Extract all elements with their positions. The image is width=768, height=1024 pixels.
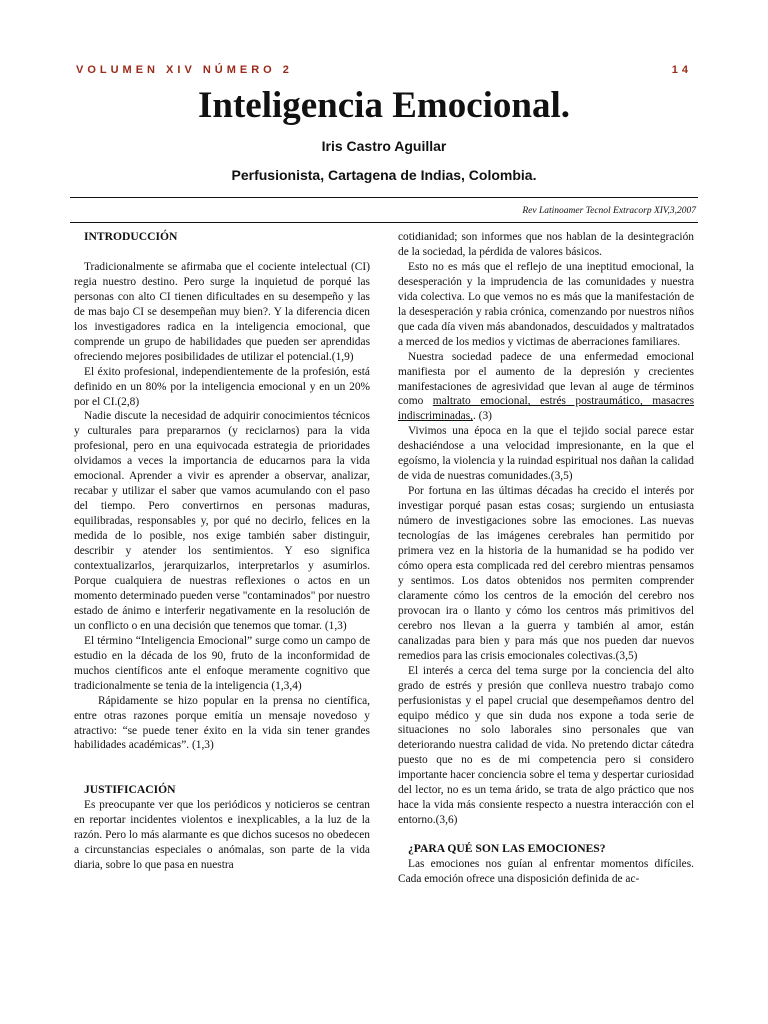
section-heading-justificacion: JUSTIFICACIÓN: [84, 783, 176, 797]
left-column: [74, 230, 370, 873]
underlined-terms: maltrato emocional, estrés postraumático, masacres indiscriminadas,: [398, 395, 695, 423]
paragraph: El éxito profesional, independientemente de la profesión, está definido en un 80% por la inteligencia emocional y en un 20% por el CI.(2,8): [74, 365, 370, 408]
section-heading-emociones: ¿PARA QUÉ SON LAS EMOCIONES?: [408, 842, 606, 856]
paragraph: cotidianidad; son informes que nos hablan de la desintegración de la sociedad, la pérdida de valores básicos.: [398, 231, 694, 258]
paragraph: El término “Inteligencia Emocional” surge como un campo de estudio en la década de los 90, fruto de la inconformidad de muchos científicos ante el enfoque meramente cognitivo que tradicionalmente se tenia de la inteligencia (1,3,4): [74, 634, 370, 692]
paragraph: Tradicionalmente se afirmaba que el cociente intelectual (CI) regia nuestro destino. Pero surge la inquietud de porqué las personas con alto CI tienen dificultades en su desempeño y las de mas bajo CI se desempeñan muy bien?. Y la diferencia dicen los investigadores radica en la inteligencia emocional, que comprende un grupo de habilidades que pueden ser aprendidas ofreciendo mejores posibilidades de utilizar el potencial.(1,9): [74, 260, 370, 363]
running-header: [76, 64, 692, 76]
paragraph: El interés a cerca del tema surge por la conciencia del alto grado de estrés y presión que conlleva nuestro trabajo como perfusionistas y el papel crucial que desempeñamos dentro del equipo médico y que sin duda nos expone a toda serie de situaciones no solo laborales sino personales que van deteriorando nuestra calidad de vida. No pretendo dictar cátedra puesto que no es de mi competencia pero si considero importante hacer conciencia sobre el tema y despertar curiosidad del lector, no es un tema árido, se trata de algo práctico que nos hace la vida más consiente respecto a nuestra interacción con el entorno.(3,6): [398, 664, 694, 827]
author-affiliation: Perfusionista, Cartagena de Indias, Colombia.: [231, 167, 537, 183]
top-rule: [70, 197, 698, 198]
page-number: 14: [671, 64, 692, 76]
bottom-rule: [70, 222, 698, 223]
paragraph: Las emociones nos guían al enfrentar momentos difíciles. Cada emoción ofrece una disposición definida de ac-: [398, 858, 694, 886]
section-heading-introduccion: INTRODUCCIÓN: [84, 230, 178, 243]
paragraph: Por fortuna en las últimas décadas ha crecido el interés por investigar porqué pasan estas cosas; surgiendo un entusiasta número de investigaciones sobre las emociones. Las nuevas tecnologías de las imágenes cerebrales han permitido por primera vez en la historia de la humanidad se ha podido ver cómo opera esta complicada red del cerebro mientras pensamos y sentimos. Los datos obtenidos nos permiten comprender claramente cómo los centros de la emoción del cerebro nos provocan ira o llanto y cómo los centros más primitivos del cerebro nos llevan a la guerra y también al amor, están canalizadas para bien y para más que nos pueden dar nuevos remedios para las crisis emocionales colectivas.(3,5): [398, 485, 694, 662]
volume-label: VOLUMEN XIV NÚMERO 2: [76, 64, 293, 76]
paragraph: Nadie discute la necesidad de adquirir conocimientos técnicos y culturales para prepararnos (y reciclarnos) para la vida profesional, pero en una equivocada estrategia de prioridades olvidamos a veces la importancia de educarnos para la vida emocional. Aprender a vivir es aprender a observar, analizar, recabar y utilizar el saber que vamos acumulando con el paso del tiempo. Pero convertirnos en personas maduras, equilibradas, responsables y, por qué no decirlo, felices en la medida de lo posible, nos exige también saber distinguir, describir y atender los sentimientos. Y eso significa contextualizarlos, jerarquizarlos, interpretarlos y asumirlos. Porque cualquiera de nuestras reflexiones o actos en un momento determinado pueden verse "contaminados" por nuestro estado de ánimo e interferir negativamente en la resolución de un conflicto o en una decisión que tenemos que tomar. (1,3): [74, 410, 370, 632]
paragraph: Vivimos una época en la que el tejido social parece estar deshaciéndose a una velocidad impresionante, en la que el egoísmo, la violencia y la ruindad espiritual nos dañan la calidad de vida de nuestras comunidades.(3,5): [398, 425, 694, 483]
paragraph: Es preocupante ver que los periódicos y noticieros se centran en reportar incidentes violentos e inexplicables, a la luz de la razón. Pero lo más alarmante es que dichos sucesos no obedecen a circunstancias especiales o anómalas, son parte de la vida diaria, sobre lo que pasa en nuestra: [74, 799, 370, 872]
journal-citation: Rev Latinoamer Tecnol Extracorp XIV,3,2007: [522, 206, 696, 216]
paragraph: Rápidamente se hizo popular en la prensa no científica, entre otras razones porque emitía un mensaje novedoso y atractivo: “se puede tener éxito en la vida sin tener grandes habilidades académicas”. (1,3): [74, 694, 370, 752]
paper-title: Inteligencia Emocional.: [197, 85, 571, 126]
paragraph: Nuestra sociedad padece de una enfermedad emocional manifiesta por el aumento de la depresión y crecientes manifestaciones de agresividad que levan al auge de términos como maltrato emocional, estrés postraumático, masacres indiscriminadas,. (3): [398, 350, 695, 423]
right-column: [398, 230, 694, 887]
paragraph: Esto no es más que el reflejo de una ineptitud emocional, la desesperación y la imprudencia de las comunidades y nuestra vida colectiva. Lo que vemos no es más que la manifestación de la desesperación y rabia crónica, comenzando por nuestros niños que cada día viven más abandonados, descuidados y maltratados a merced de los medios y victimas de aberraciones familiares.: [398, 260, 694, 348]
author-name: Iris Castro Aguillar: [321, 138, 447, 154]
